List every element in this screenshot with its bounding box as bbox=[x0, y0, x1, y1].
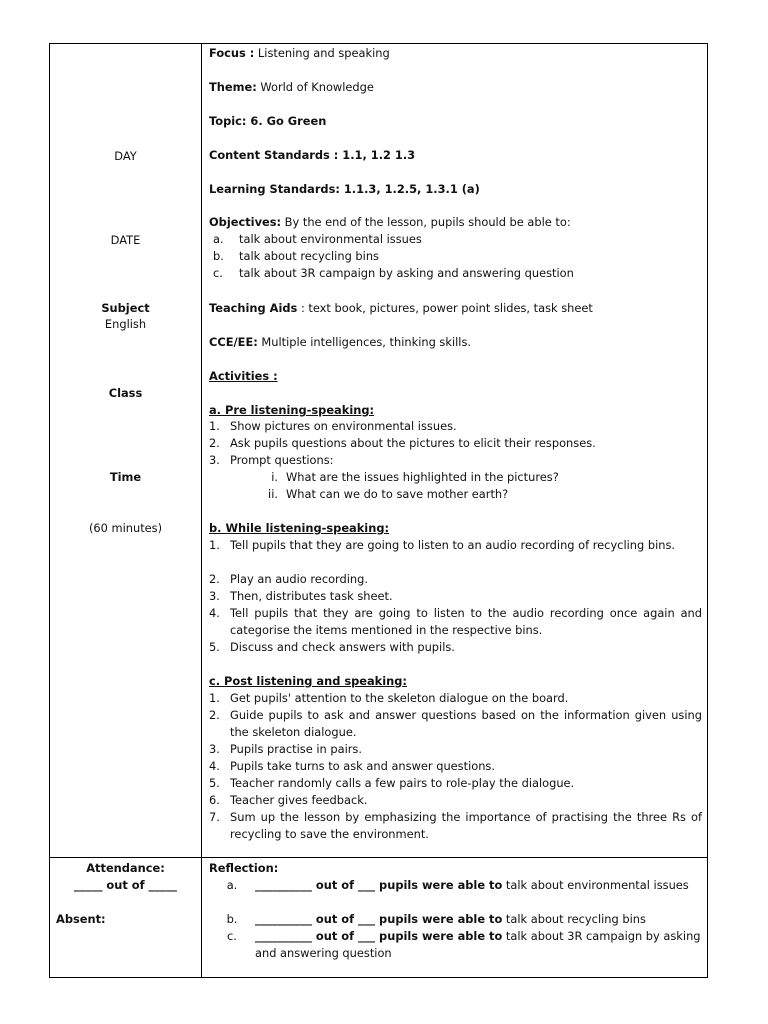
focus-value: Listening and speaking bbox=[254, 46, 390, 60]
list-item: Pupils practise in pairs. bbox=[230, 742, 362, 756]
list-item: Get pupils' attention to the skeleton dialogue on the board. bbox=[230, 691, 569, 705]
list-number: 2. bbox=[209, 708, 220, 722]
focus-label: Focus : bbox=[209, 46, 255, 60]
teaching-aids-line bbox=[209, 300, 593, 316]
cce-ee-label: CCE/EE: bbox=[209, 335, 258, 349]
reflection-marker: b. bbox=[226, 912, 238, 926]
cce-ee-value: Multiple intelligences, thinking skills. bbox=[257, 335, 472, 349]
learning-standards-line: Learning Standards: 1.1.3, 1.2.5, 1.3.1 (a) bbox=[209, 182, 480, 196]
objectives-line bbox=[209, 214, 571, 230]
list-number: 1. bbox=[209, 691, 220, 705]
objective-marker: c. bbox=[213, 266, 223, 280]
reflection-item bbox=[255, 877, 701, 894]
reflection-blank: __________ out of ___ pupils were able to bbox=[255, 878, 503, 892]
reflection-text: talk about recycling bins bbox=[502, 912, 646, 926]
reflection-item bbox=[255, 928, 701, 962]
reflection-blank: __________ out of ___ pupils were able to bbox=[255, 929, 503, 943]
reflection-text: talk about 3R campaign by asking and answering question bbox=[255, 929, 701, 960]
question-item: What can we do to save mother earth? bbox=[286, 487, 509, 501]
list-number: 5. bbox=[209, 640, 220, 654]
list-number: 2. bbox=[209, 572, 220, 586]
cce-ee-line bbox=[209, 334, 471, 350]
objective-item: talk about environmental issues bbox=[239, 232, 422, 246]
list-number: 3. bbox=[209, 453, 220, 467]
activities-heading: Activities : bbox=[209, 369, 278, 383]
list-item: Tell pupils that they are going to listen to an audio recording of recycling bins. bbox=[230, 538, 676, 552]
list-number: 3. bbox=[209, 742, 220, 756]
reflection-label: Reflection: bbox=[209, 861, 279, 875]
objective-item: talk about recycling bins bbox=[239, 249, 379, 263]
list-number: 1. bbox=[209, 538, 220, 552]
reflection-marker: c. bbox=[227, 929, 237, 943]
list-item: Sum up the lesson by emphasizing the importance of practising the three Rs of recycling to save the environment. bbox=[230, 810, 702, 841]
attendance-out-of: _____ out of _____ bbox=[73, 878, 177, 892]
list-item: Ask pupils questions about the pictures to elicit their responses. bbox=[230, 436, 596, 450]
list-item: Show pictures on environmental issues. bbox=[230, 419, 457, 433]
teaching-aids-label: Teaching Aids bbox=[209, 301, 298, 315]
reflection-marker: a. bbox=[226, 878, 238, 892]
list-number: 4. bbox=[209, 759, 220, 773]
topic-line: Topic: 6. Go Green bbox=[209, 114, 327, 128]
reflection-blank: __________ out of ___ pupils were able to bbox=[255, 912, 503, 926]
objective-marker: a. bbox=[213, 232, 224, 246]
question-number: ii. bbox=[268, 487, 278, 501]
list-item: Tell pupils that they are going to listen to the audio recording once again and categorise the items mentioned in the respective bins. bbox=[230, 606, 702, 637]
list-number: 6. bbox=[209, 793, 220, 807]
theme-label: Theme: bbox=[209, 80, 257, 94]
question-number: i. bbox=[271, 470, 278, 484]
theme-line bbox=[209, 79, 374, 95]
while-listening-heading: b. While listening-speaking: bbox=[209, 521, 390, 535]
subject-value: English bbox=[104, 317, 147, 331]
objectives-intro: By the end of the lesson, pupils should be able to: bbox=[281, 215, 571, 229]
post-listening-heading: c. Post listening and speaking: bbox=[209, 674, 407, 688]
objective-item: talk about 3R campaign by asking and answering question bbox=[239, 266, 574, 280]
list-item: Pupils take turns to ask and answer questions. bbox=[230, 759, 495, 773]
date-label: DATE bbox=[110, 233, 141, 247]
objective-marker: b. bbox=[213, 249, 224, 263]
list-item: Discuss and check answers with pupils. bbox=[230, 640, 455, 654]
absent-label: Absent: bbox=[56, 912, 106, 926]
list-item: Teacher gives feedback. bbox=[230, 793, 368, 807]
teaching-aids-value: : text book, pictures, power point slides, task sheet bbox=[297, 301, 593, 315]
list-number: 2. bbox=[209, 436, 220, 450]
objectives-label: Objectives: bbox=[209, 215, 282, 229]
time-value: (60 minutes) bbox=[88, 521, 163, 535]
column-divider bbox=[201, 44, 202, 977]
list-item: Play an audio recording. bbox=[230, 572, 368, 586]
subject-label: Subject bbox=[101, 301, 150, 315]
day-label: DAY bbox=[114, 149, 137, 163]
class-label: Class bbox=[108, 386, 143, 400]
list-number: 4. bbox=[209, 606, 220, 620]
reflection-text: talk about environmental issues bbox=[502, 878, 689, 892]
reflection-item bbox=[255, 911, 701, 928]
list-number: 3. bbox=[209, 589, 220, 603]
list-number: 7. bbox=[209, 810, 220, 824]
list-number: 1. bbox=[209, 419, 220, 433]
theme-value: World of Knowledge bbox=[256, 80, 374, 94]
list-item: Prompt questions: bbox=[230, 453, 334, 467]
question-item: What are the issues highlighted in the pictures? bbox=[286, 470, 559, 484]
list-item: Teacher randomly calls a few pairs to role-play the dialogue. bbox=[230, 776, 575, 790]
list-number: 5. bbox=[209, 776, 220, 790]
row-divider bbox=[50, 857, 707, 858]
lesson-plan-table bbox=[49, 43, 708, 978]
content-standards-line: Content Standards : 1.1, 1.2 1.3 bbox=[209, 148, 416, 162]
list-item: Then, distributes task sheet. bbox=[230, 589, 393, 603]
attendance-label: Attendance: bbox=[86, 861, 165, 875]
list-item: Guide pupils to ask and answer questions based on the information given using the skeleton dialogue. bbox=[230, 708, 702, 739]
focus-line bbox=[209, 45, 390, 61]
pre-listening-heading: a. Pre listening-speaking: bbox=[209, 403, 375, 417]
time-label: Time bbox=[109, 470, 142, 484]
